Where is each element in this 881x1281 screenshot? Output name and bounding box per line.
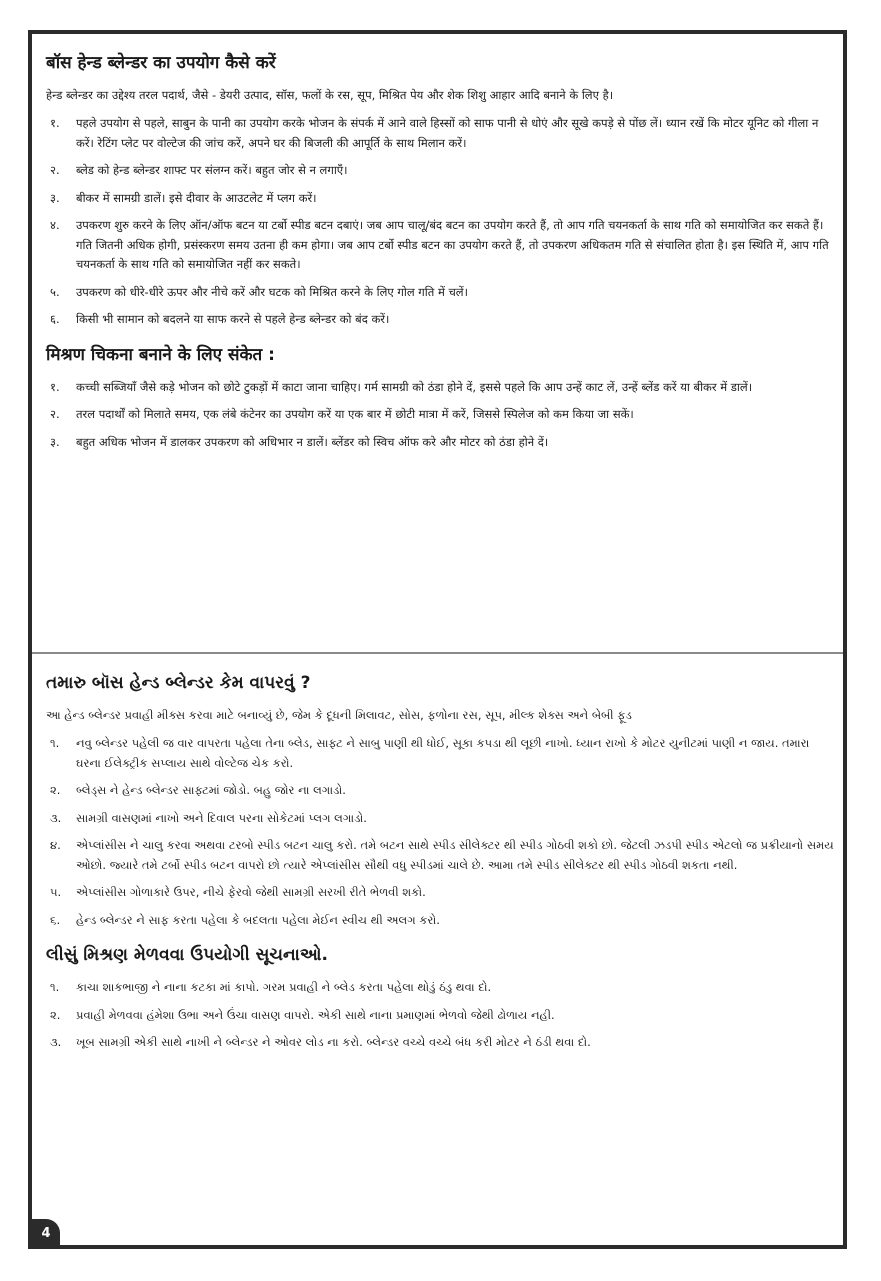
item-number: २.	[50, 163, 60, 177]
item-number: ૨.	[50, 783, 61, 797]
item-text: સામગ્રી વાસણમાં નાખો અને દિવાલ પરના સોકેટમાં પ્લગ લગાડો.	[76, 810, 367, 825]
item-text: उपकरण को धीरे-धीरे ऊपर और नीचे करें और घटक को मिश्रित करने के लिए गोल गति में चलें।	[76, 284, 468, 299]
list-item	[46, 836, 836, 875]
item-number: ६.	[50, 312, 60, 326]
list-item	[46, 216, 836, 275]
list-item	[46, 911, 836, 931]
item-text: तरल पदार्थों को मिलाते समय, एक लंबे कंटेनर का उपयोग करें या एक बार में छोटी मात्रा में करें, जिससे स्पिलेज को कम किया जा सकें।	[76, 407, 634, 421]
item-text: ખૂબ સામગ્રી એકી સાથે નાખી ને બ્લેન્ડર ને ઓવર લોડ ના કરો. બ્લેન્ડર વચ્ચે વચ્ચે બંધ કરી મોટર ને ઠંડી થવા દો.	[76, 1035, 591, 1049]
gujarati-section	[46, 672, 836, 1061]
item-number: ४.	[50, 218, 60, 232]
hindi-steps-list	[46, 114, 836, 330]
item-number: ૩.	[50, 810, 62, 825]
item-number: ૪.	[50, 838, 61, 852]
item-number: १.	[50, 379, 60, 394]
list-item	[46, 283, 836, 303]
list-item	[46, 978, 836, 998]
item-text: હેન્ડ બ્લેન્ડર ને સાફ કરતા પહેલા કે બદલતા પહેલા મેઈન સ્વીચ થી અલગ કરો.	[76, 912, 440, 927]
item-text: બ્લેડ્સ ને હેન્ડ બ્લેન્ડર સાફ્ટમાં જોડો. બહુ જોર ના લગાડો.	[76, 783, 346, 797]
hindi-tips-title: मिश्रण चिकना बनाने के लिए संकेत :	[46, 344, 275, 365]
item-text: उपकरण शुरु करने के लिए ऑन/ऑफ बटन या टर्बो स्पीड बटन दबाएं। जब आप चालू/बंद बटन का उपयोग करते हैं, तो आप गति चयनकर्ता के साथ गति को समायोजित कर सकते हैं। गति जितनी अधिक होगी, प्रसंस्करण समय उतना ही कम होगा। जब आप टर्बो स्पीड बटन का उपयोग करते हैं, तो उपकरण अधिकतम गति से संचालित होता है। इस स्थिति में, आप गति चयनकर्ता के साथ गति को समायोजित नहीं कर सकते।	[76, 218, 829, 271]
hindi-intro: हेन्ड ब्लेन्डर का उद्देश्य तरल पदार्थ, जैसे - डेयरी उत्पाद, सॉस, फलों के रस, सूप, मिश्रित पेय और शेक शिशु आहार आदि बनाने के लिए है।	[46, 88, 614, 102]
item-number: ૧.	[50, 980, 60, 994]
item-text: એપ્લાંસીસ ને ચાલુ કરવા અથવા ટરબો સ્પીડ બટન ચાલુ કરો. તમે બટન સાથે સ્પીડ સીલેક્ટર થી સ્પીડ ગોઠવી શકો છો. જેટલી ઝડપી સ્પીડ એટલો જ પ્રક્રીયાનો સમય ઓછો. જ્યારે તમે ટર્બો સ્પીડ બટન વાપરો છો ત્યારે એપ્લાંસીસ સૌથી વધુ સ્પીડમાં ચાલે છે. આમા તમે સ્પીડ સીલેક્ટર થી સ્પીડ ગોઠવી શકતા નથી.	[76, 838, 834, 872]
hindi-section	[46, 52, 836, 460]
item-text: बीकर में सामग्री डालें। इसे दीवार के आउटलेट में प्लग करें।	[76, 190, 317, 205]
list-item	[46, 734, 836, 773]
section-divider	[32, 652, 843, 654]
item-number: १.	[50, 116, 60, 130]
item-text: पहले उपयोग से पहले, साबुन के पानी का उपयोग करके भोजन के संपर्क में आने वाले हिस्सों को साफ पानी से धोएं और सूखे कपड़े से पोंछ लें। ध्यान रखें कि मोटर यूनिट को गीला न करें। रेटिंग प्लेट पर वोल्टेज की जांच करें, अपने घर की बिजली की आपूर्ति के साथ मिलान करें।	[76, 116, 819, 150]
item-text: એપ્લાંસીસ ગોળાકારે ઉપર, નીચે ફેરવો જેથી સામગ્રી સરખી રીતે ભેળવી શકો.	[76, 885, 426, 899]
list-item	[46, 1033, 836, 1053]
gujarati-tips-title: લીસું મિશ્રણ મેળવવા ઉપયોગી સૂચનાઓ.	[46, 945, 328, 965]
item-text: किसी भी सामान को बदलने या साफ करने से पहले हेन्ड ब्लेन्डर को बंद करें।	[76, 312, 390, 326]
list-item	[46, 809, 836, 829]
item-number: ૩.	[50, 1035, 62, 1049]
page-number-badge: 4	[32, 1219, 60, 1247]
item-number: ५.	[50, 284, 60, 299]
item-text: कच्ची सब्जियाँ जैसे कड़े भोजन को छोटे टुकड़ों में काटा जाना चाहिए। गर्म सामग्री को ठंडा होने दें, इससे पहले कि आप उन्हें काट लें, उन्हें ब्लेंड करें या बीकर में डालें।	[76, 379, 753, 394]
list-item	[46, 433, 836, 453]
list-item	[46, 161, 836, 181]
gujarati-title: તમારુ બૉસ હેન્ડ બ્લેન્ડર કેમ વાપરવું ?	[46, 673, 311, 693]
list-item	[46, 1006, 836, 1026]
list-item	[46, 114, 836, 153]
item-number: ३.	[50, 190, 60, 205]
list-item	[46, 405, 836, 425]
gujarati-steps-list	[46, 734, 836, 930]
list-item	[46, 378, 836, 398]
hindi-tips-list	[46, 378, 836, 453]
item-number: ३.	[50, 434, 60, 449]
item-text: પ્રવાહી મેળવવા હંમેશા ઉભા અને ઉંચા વાસણ વાપરો. એકી સાથે નાના પ્રમાણમાં ભેળવો જેથી ઢોળાય નહી.	[76, 1007, 555, 1022]
item-text: નવુ બ્લેન્ડર પહેલી જ વાર વાપરતા પહેલા તેના બ્લેડ, સાફ્ટ ને સાબુ પાણી થી ધોઈ, સૂકા કપડા થી લૂછી નાખો. ધ્યાન રાખો કે મોટર યુનીટમાં પાણી ન જાય. તમારા ઘરના ઈલેક્ટ્રીક સપ્લાય સાથે વોલ્ટેજ ચેક કરો.	[76, 736, 810, 770]
gujarati-intro: આ હેન્ડ બ્લેન્ડર પ્રવાહી મીક્સ કરવા માટે બનાવ્યું છે, જેમ કે દૂધની મિલાવટ, સોસ, ફળોના રસ, સૂપ, મીલ્ક શેક્સ અને બેબી ફૂડ	[46, 708, 632, 722]
item-number: ૬.	[50, 912, 61, 927]
list-item	[46, 189, 836, 209]
list-item	[46, 310, 836, 330]
item-number: ૫.	[50, 885, 62, 899]
item-text: કાચા શાકભાજી ને નાના કટકા માં કાપો. ગરમ પ્રવાહી ને બ્લેડ કરતા પહેલા થોડું ઠંડુ થવા દો.	[76, 980, 492, 994]
list-item	[46, 781, 836, 801]
item-text: ब्लेड को हेन्ड ब्लेन्डर शाफ्ट पर संलग्न करें। बहुत जोर से न लगाएँ।	[76, 163, 348, 177]
item-number: ૧.	[50, 736, 60, 750]
list-item	[46, 883, 836, 903]
item-text: बहुत अधिक भोजन में डालकर उपकरण को अधिभार न डालें। ब्लेंडर को स्विच ऑफ करे और मोटर को ठंडा होने दें।	[76, 434, 549, 449]
item-number: ૨.	[50, 1007, 61, 1022]
item-number: २.	[50, 407, 60, 421]
gujarati-tips-list	[46, 978, 836, 1053]
hindi-title: बॉस हेन्ड ब्लेन्डर का उपयोग कैसे करें	[46, 53, 276, 73]
